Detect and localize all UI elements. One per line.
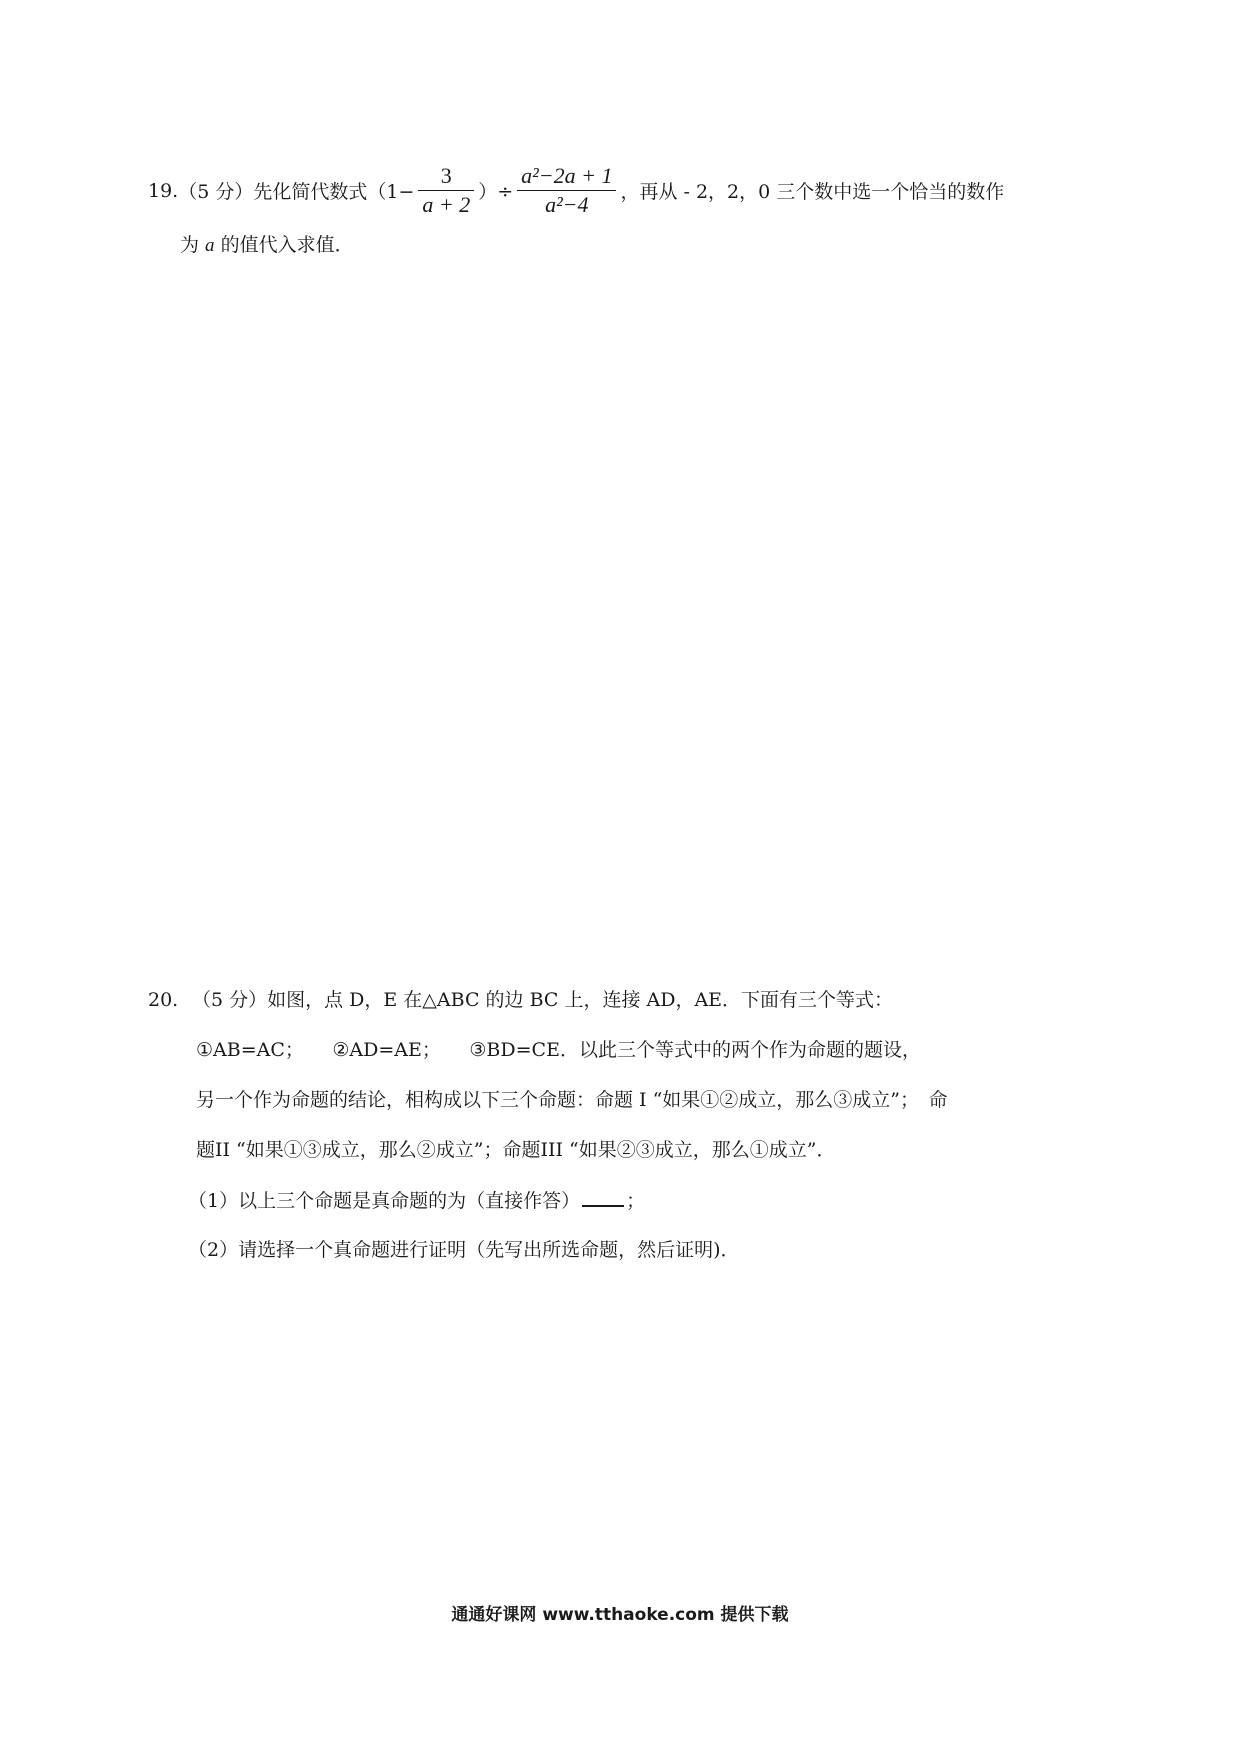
q20-part1-label: （1）以上三个命题是真命题的为（直接作答） [188,1190,581,1212]
q19-frac2-denominator: a²−4 [545,192,589,218]
page-footer: 通通好课网 www.tthaoke.com 提供下载 [451,1605,789,1625]
q19-variable-a: a [205,235,215,256]
q19-tail: ，再从 - 2，2，0 三个数中选一个恰当的数作 [620,181,1005,204]
answer-blank[interactable] [582,1187,624,1207]
q20-part1-end: ； [626,1190,646,1212]
q19-fraction-2 [517,162,616,219]
q20-line1: （5 分）如图，点 D，E 在△ABC 的边 BC 上，连接 AD，AE．下面有三个等式： [192,989,894,1011]
q19-frac2-numerator: a²−2a + 1 [521,163,613,188]
q19-line2-pre: 为 [180,234,206,256]
q19-line2 [180,232,354,259]
q20-number: 20. [148,989,179,1011]
q20-line3: 另一个作为命题的结论，相构成以下三个命题：命题 I “如果①②成立，那么③成立”； 命 [196,1089,948,1111]
q19-lead: 先化简代数式（1− [253,181,415,204]
q20-line2: ①AB=AC； ②AD=AE； ③BD=CE．以此三个等式中的两个作为命题的题设， [196,1039,921,1061]
q19-divide: ）÷ [478,181,514,204]
q19-fraction-1 [418,162,474,219]
q19-number: 19. [148,179,179,202]
q19-frac1-denominator: a + 2 [422,192,471,218]
q19-line2-post: 的值代入求值． [214,234,354,256]
q19-line1 [148,162,1004,219]
q20-line4: 题II “如果①③成立，那么②成立”；命题III “如果②③成立，那么①成立”． [196,1139,836,1161]
q20-part1 [188,1187,645,1214]
q19-frac1-numerator: 3 [440,163,452,188]
q20-part2: （2）请选择一个真命题进行证明（先写出所选命题，然后证明)． [188,1239,740,1261]
q19-score: （5 分） [178,181,254,204]
